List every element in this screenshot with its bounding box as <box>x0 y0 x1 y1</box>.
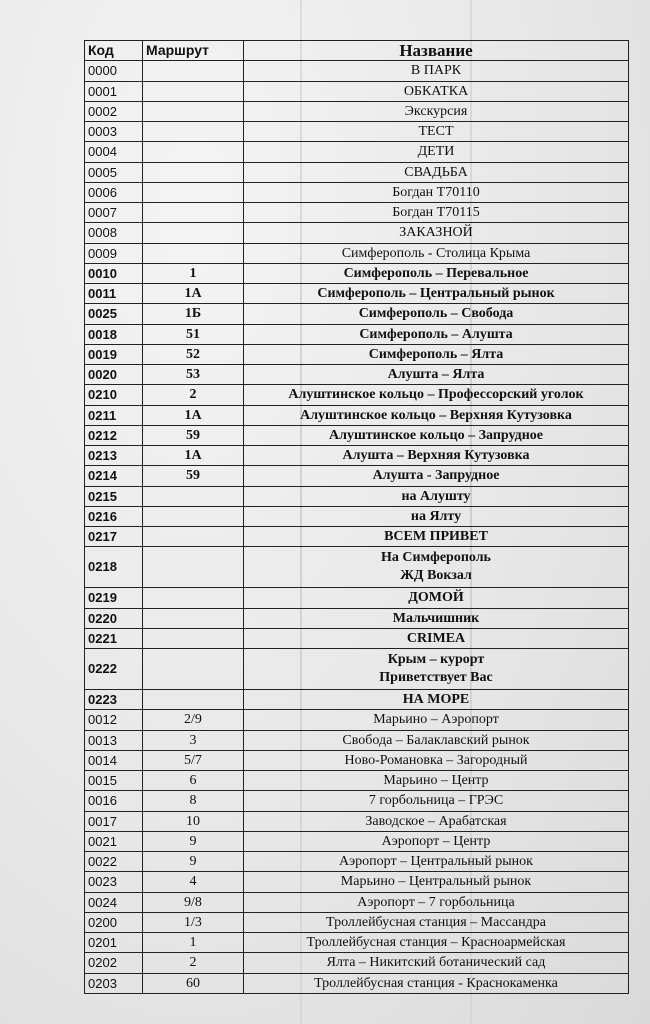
cell-code: 0212 <box>85 425 143 445</box>
cell-name: Богдан Т70115 <box>244 203 629 223</box>
table-row <box>85 892 629 912</box>
cell-name: ТЕСТ <box>244 122 629 142</box>
table-row <box>85 933 629 953</box>
cell-code: 0018 <box>85 324 143 344</box>
cell-name: Симферополь – Ялта <box>244 344 629 364</box>
cell-code: 0013 <box>85 730 143 750</box>
table-row <box>85 506 629 526</box>
cell-route <box>143 101 244 121</box>
cell-name: СВАДЬБА <box>244 162 629 182</box>
cell-name-line-2: Приветствует Вас <box>379 670 493 685</box>
cell-name: 7 горбольница – ГРЭС <box>244 791 629 811</box>
table-row <box>85 162 629 182</box>
table-row <box>85 425 629 445</box>
cell-route <box>143 690 244 710</box>
cell-code: 0202 <box>85 953 143 973</box>
table-row <box>85 365 629 385</box>
table-row <box>85 203 629 223</box>
table-row <box>85 771 629 791</box>
cell-code: 0003 <box>85 122 143 142</box>
table-row <box>85 284 629 304</box>
cell-route: 52 <box>143 344 244 364</box>
cell-name <box>244 547 629 588</box>
cell-code: 0213 <box>85 446 143 466</box>
cell-route <box>143 486 244 506</box>
cell-code: 0216 <box>85 506 143 526</box>
cell-route: 1/3 <box>143 912 244 932</box>
cell-route: 1 <box>143 933 244 953</box>
cell-name: Богдан Т70110 <box>244 182 629 202</box>
cell-name: Марьино – Аэропорт <box>244 710 629 730</box>
cell-name: Аэропорт – 7 горбольница <box>244 892 629 912</box>
cell-route: 9/8 <box>143 892 244 912</box>
cell-route <box>143 223 244 243</box>
cell-name: ЗАКАЗНОЙ <box>244 223 629 243</box>
cell-code: 0024 <box>85 892 143 912</box>
table-row <box>85 527 629 547</box>
cell-code: 0009 <box>85 243 143 263</box>
cell-code: 0223 <box>85 690 143 710</box>
cell-name: Троллейбусная станция – Массандра <box>244 912 629 932</box>
cell-route <box>143 506 244 526</box>
table-row <box>85 182 629 202</box>
cell-name: Марьино – Центральный рынок <box>244 872 629 892</box>
table-row <box>85 547 629 588</box>
cell-code: 0022 <box>85 852 143 872</box>
cell-code: 0019 <box>85 344 143 364</box>
cell-code: 0023 <box>85 872 143 892</box>
cell-name <box>244 649 629 690</box>
cell-route <box>143 649 244 690</box>
table-header-row <box>85 41 629 61</box>
table-row <box>85 710 629 730</box>
cell-code: 0001 <box>85 81 143 101</box>
table-row <box>85 912 629 932</box>
cell-route: 3 <box>143 730 244 750</box>
cell-code: 0006 <box>85 182 143 202</box>
table-row <box>85 122 629 142</box>
cell-route <box>143 142 244 162</box>
cell-code: 0008 <box>85 223 143 243</box>
cell-code: 0214 <box>85 466 143 486</box>
cell-code: 0004 <box>85 142 143 162</box>
table-row <box>85 385 629 405</box>
cell-name: ДЕТИ <box>244 142 629 162</box>
cell-route: 5/7 <box>143 750 244 770</box>
cell-name: Алуштинское кольцо – Запрудное <box>244 425 629 445</box>
cell-name: В ПАРК <box>244 61 629 81</box>
table-row <box>85 872 629 892</box>
cell-route: 1 <box>143 263 244 283</box>
cell-route <box>143 122 244 142</box>
cell-code: 0220 <box>85 608 143 628</box>
cell-route: 59 <box>143 466 244 486</box>
table-row <box>85 101 629 121</box>
cell-name: Аэропорт – Центр <box>244 831 629 851</box>
cell-route <box>143 608 244 628</box>
cell-code: 0020 <box>85 365 143 385</box>
table-row <box>85 811 629 831</box>
cell-name: Симферополь – Центральный рынок <box>244 284 629 304</box>
cell-route: 6 <box>143 771 244 791</box>
table-row <box>85 628 629 648</box>
cell-route: 1А <box>143 405 244 425</box>
cell-route <box>143 547 244 588</box>
table-row <box>85 831 629 851</box>
cell-route: 9 <box>143 852 244 872</box>
cell-route: 2/9 <box>143 710 244 730</box>
cell-route: 8 <box>143 791 244 811</box>
table-row <box>85 304 629 324</box>
cell-code: 0215 <box>85 486 143 506</box>
cell-route: 2 <box>143 953 244 973</box>
route-code-table <box>84 40 629 994</box>
cell-code: 0222 <box>85 649 143 690</box>
cell-name: Мальчишник <box>244 608 629 628</box>
cell-route: 60 <box>143 973 244 993</box>
cell-route: 1А <box>143 284 244 304</box>
table-row <box>85 61 629 81</box>
cell-code: 0201 <box>85 933 143 953</box>
cell-code: 0210 <box>85 385 143 405</box>
cell-name: Симферополь - Столица Крыма <box>244 243 629 263</box>
table-row <box>85 405 629 425</box>
cell-route <box>143 81 244 101</box>
cell-route: 2 <box>143 385 244 405</box>
cell-name: Симферополь – Перевальное <box>244 263 629 283</box>
cell-code: 0200 <box>85 912 143 932</box>
cell-name: Симферополь – Свобода <box>244 304 629 324</box>
cell-code: 0014 <box>85 750 143 770</box>
cell-route <box>143 182 244 202</box>
table-row <box>85 81 629 101</box>
table-row <box>85 486 629 506</box>
cell-name: Алуштинское кольцо – Профессорский уголок <box>244 385 629 405</box>
cell-name: ДОМОЙ <box>244 588 629 608</box>
cell-route: 53 <box>143 365 244 385</box>
header-route: Маршрут <box>143 41 244 61</box>
cell-code: 0025 <box>85 304 143 324</box>
cell-code: 0005 <box>85 162 143 182</box>
cell-route: 4 <box>143 872 244 892</box>
table-row <box>85 750 629 770</box>
cell-route <box>143 628 244 648</box>
cell-route <box>143 203 244 223</box>
cell-route <box>143 162 244 182</box>
cell-name: Алуштинское кольцо – Верхняя Кутузовка <box>244 405 629 425</box>
cell-route <box>143 588 244 608</box>
cell-code: 0012 <box>85 710 143 730</box>
table-row <box>85 690 629 710</box>
cell-name: Свобода – Балаклавский рынок <box>244 730 629 750</box>
header-name: Название <box>244 41 629 61</box>
cell-name-line-1: Крым – курорт <box>387 652 485 667</box>
cell-name: Заводское – Арабатская <box>244 811 629 831</box>
cell-code: 0211 <box>85 405 143 425</box>
cell-name: ОБКАТКА <box>244 81 629 101</box>
cell-route: 51 <box>143 324 244 344</box>
cell-code: 0217 <box>85 527 143 547</box>
cell-code: 0016 <box>85 791 143 811</box>
cell-route: 1Б <box>143 304 244 324</box>
cell-name: Алушта – Ялта <box>244 365 629 385</box>
cell-name: CRIMEA <box>244 628 629 648</box>
cell-code: 0015 <box>85 771 143 791</box>
cell-route: 10 <box>143 811 244 831</box>
cell-name-line-2: ЖД Вокзал <box>400 568 472 584</box>
cell-route <box>143 527 244 547</box>
cell-code: 0010 <box>85 263 143 283</box>
cell-name: на Алушту <box>244 486 629 506</box>
table-row <box>85 243 629 263</box>
table-row <box>85 649 629 690</box>
cell-name: НА МОРЕ <box>244 690 629 710</box>
cell-name: Ялта – Никитский ботанический сад <box>244 953 629 973</box>
cell-name-line-1: На Симферополь <box>381 550 491 566</box>
table-row <box>85 973 629 993</box>
table-row <box>85 344 629 364</box>
cell-route: 59 <box>143 425 244 445</box>
cell-code: 0021 <box>85 831 143 851</box>
table-row <box>85 608 629 628</box>
cell-code: 0219 <box>85 588 143 608</box>
cell-name: ВСЕМ ПРИВЕТ <box>244 527 629 547</box>
header-code: Код <box>85 41 143 61</box>
cell-code: 0002 <box>85 101 143 121</box>
table-row <box>85 588 629 608</box>
cell-name: Аэропорт – Центральный рынок <box>244 852 629 872</box>
cell-name: Симферополь – Алушта <box>244 324 629 344</box>
cell-name: Экскурсия <box>244 101 629 121</box>
table-row <box>85 324 629 344</box>
table-row <box>85 466 629 486</box>
cell-name: Троллейбусная станция - Краснокаменка <box>244 973 629 993</box>
cell-route: 1А <box>143 446 244 466</box>
table-row <box>85 263 629 283</box>
cell-route <box>143 61 244 81</box>
table-body <box>85 61 629 994</box>
cell-code: 0007 <box>85 203 143 223</box>
cell-name: Ново-Романовка – Загородный <box>244 750 629 770</box>
table-row <box>85 852 629 872</box>
cell-code: 0203 <box>85 973 143 993</box>
table-row <box>85 791 629 811</box>
cell-name: Алушта – Верхняя Кутузовка <box>244 446 629 466</box>
cell-name: на Ялту <box>244 506 629 526</box>
cell-code: 0218 <box>85 547 143 588</box>
cell-code: 0017 <box>85 811 143 831</box>
cell-route: 9 <box>143 831 244 851</box>
table-row <box>85 446 629 466</box>
cell-name: Алушта - Запрудное <box>244 466 629 486</box>
table-row <box>85 730 629 750</box>
cell-name: Троллейбусная станция – Красноармейская <box>244 933 629 953</box>
table-row <box>85 953 629 973</box>
cell-name: Марьино – Центр <box>244 771 629 791</box>
cell-code: 0000 <box>85 61 143 81</box>
cell-route <box>143 243 244 263</box>
cell-code: 0011 <box>85 284 143 304</box>
table-row <box>85 223 629 243</box>
table-row <box>85 142 629 162</box>
cell-code: 0221 <box>85 628 143 648</box>
